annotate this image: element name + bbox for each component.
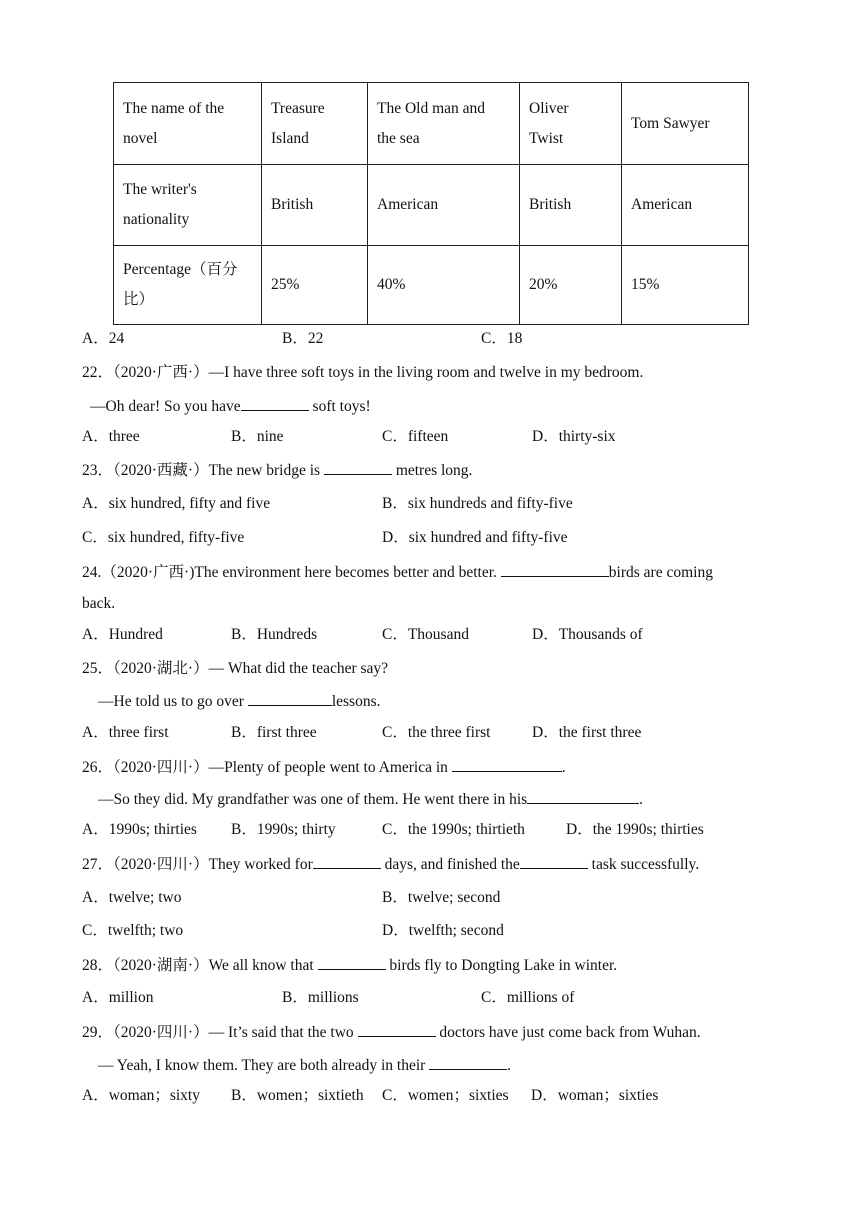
q28-option-b: B．millions xyxy=(282,989,359,1006)
table-cell xyxy=(520,165,622,246)
text-segment: . xyxy=(507,1057,512,1074)
cell-line: British xyxy=(271,196,314,213)
table-cell xyxy=(114,165,262,246)
q25-option-a: A．three first xyxy=(82,724,169,741)
q22-option-a: A．three xyxy=(82,428,140,445)
answer-blank xyxy=(318,955,386,970)
cell-line: 20% xyxy=(529,276,558,293)
q29-option-b: B．women；sixtieth xyxy=(231,1087,364,1104)
q22-line2 xyxy=(90,396,371,417)
q25-option-c: C．the three first xyxy=(382,724,491,741)
table-cell xyxy=(622,165,749,246)
answer-blank xyxy=(248,691,332,706)
q26-option-a: A．1990s; thirties xyxy=(82,821,197,838)
q23-option-a: A．six hundred, fifty and five xyxy=(82,495,271,512)
q27-option-a: A．twelve; two xyxy=(82,889,182,906)
q22-option-d: D．thirty-six xyxy=(532,428,616,445)
cell-line: nationality xyxy=(123,211,190,228)
q24-option-b: B．Hundreds xyxy=(231,626,318,643)
q23-stem xyxy=(82,460,472,481)
text-segment: 28．（2020·湖南·）We all know that xyxy=(82,957,318,974)
table-cell xyxy=(368,165,520,246)
q25-stem: 25．（2020·湖北·）— What did the teacher say? xyxy=(82,660,389,677)
q28-option-a: A．million xyxy=(82,989,154,1006)
q23-option-d: D．six hundred and fifty-five xyxy=(382,529,568,546)
novel-table xyxy=(113,82,749,325)
cell-line: 25% xyxy=(271,276,300,293)
table-cell xyxy=(262,246,368,325)
q26-option-c: C．the 1990s; thirtieth xyxy=(382,821,525,838)
q22-option-c: C．fifteen xyxy=(382,428,449,445)
table-cell xyxy=(622,83,749,165)
cell-line: 15% xyxy=(631,276,660,293)
answer-blank xyxy=(324,460,392,475)
q27-stem xyxy=(82,854,699,875)
q22-option-b: B．nine xyxy=(231,428,284,445)
q29-stem xyxy=(82,1022,701,1043)
table-cell xyxy=(114,83,262,165)
text-segment: —Oh dear! So you have xyxy=(90,398,241,415)
q26-stem xyxy=(82,757,566,778)
cell-line: Island xyxy=(271,129,309,147)
q25-line2 xyxy=(98,691,381,712)
cell-line: Percentage（百分 xyxy=(123,261,238,278)
q21-option-a: A．24 xyxy=(82,330,125,347)
q27-option-c: C．twelfth; two xyxy=(82,922,184,939)
text-segment: soft toys! xyxy=(308,398,371,415)
cell-line: The name of the xyxy=(123,99,225,117)
cell-line: The Old man and xyxy=(377,99,486,117)
answer-blank xyxy=(520,854,588,869)
cell-line: 40% xyxy=(377,276,406,293)
q24-option-c: C．Thousand xyxy=(382,626,469,643)
text-segment: 26．（2020·四川·）—Plenty of people went to America in xyxy=(82,759,452,776)
q26-option-b: B．1990s; thirty xyxy=(231,821,336,838)
cell-line: Twist xyxy=(529,129,564,147)
table-cell xyxy=(520,246,622,325)
text-segment: . xyxy=(639,791,644,808)
q24-stem xyxy=(82,562,713,583)
cell-line: Tom Sawyer xyxy=(631,114,710,132)
table-cell xyxy=(622,246,749,325)
text-segment: 23．（2020·西藏·）The new bridge is xyxy=(82,462,324,479)
answer-blank xyxy=(501,562,609,577)
cell-line: The writer's xyxy=(123,181,197,198)
table-row xyxy=(114,83,749,165)
text-segment: —So they did. My grandfather was one of them. He went there in his xyxy=(98,791,528,808)
q29-option-a: A．woman；sixty xyxy=(82,1087,200,1104)
q22-stem: 22．（2020·广西·）—I have three soft toys in the living room and twelve in my bedroom. xyxy=(82,364,644,381)
text-segment: — Yeah, I know them. They are both already in their xyxy=(98,1057,430,1074)
answer-blank xyxy=(452,757,562,772)
q24-option-a: A．Hundred xyxy=(82,626,163,643)
table-cell xyxy=(368,246,520,325)
q28-stem xyxy=(82,955,617,976)
q23-option-c: C．six hundred, fifty-five xyxy=(82,529,245,546)
cell-line: the sea xyxy=(377,129,420,147)
q26-option-d: D．the 1990s; thirties xyxy=(566,821,704,838)
answer-blank xyxy=(527,789,639,804)
q29-option-d: D．woman；sixties xyxy=(531,1087,659,1104)
table-row xyxy=(114,165,749,246)
cell-line: Oliver xyxy=(529,99,569,117)
q25-option-b: B．first three xyxy=(231,724,317,741)
cell-line: Treasure xyxy=(271,99,325,117)
text-segment: 29．（2020·四川·）— It’s said that the two xyxy=(82,1024,358,1041)
q29-line2 xyxy=(98,1055,511,1076)
text-segment: days, and finished the xyxy=(380,856,520,873)
answer-blank xyxy=(241,396,309,411)
q27-option-b: B．twelve; second xyxy=(382,889,501,906)
q29-option-c: C．women；sixties xyxy=(382,1087,509,1104)
text-segment: task successfully. xyxy=(587,856,700,873)
text-segment: metres long. xyxy=(391,462,473,479)
text-segment: 27．（2020·四川·）They worked for xyxy=(82,856,313,873)
cell-line: American xyxy=(377,196,439,213)
table-cell xyxy=(262,83,368,165)
q24-option-d: D．Thousands of xyxy=(532,626,643,643)
q21-option-c: C．18 xyxy=(481,330,523,347)
q27-option-d: D．twelfth; second xyxy=(382,922,504,939)
q23-option-b: B．six hundreds and fifty-five xyxy=(382,495,573,512)
table-cell xyxy=(114,246,262,325)
cell-line: British xyxy=(529,196,572,213)
q24-line2: back. xyxy=(82,595,116,612)
q21-option-b: B．22 xyxy=(282,330,324,347)
text-segment: 24.（2020·广西·)The environment here becomes better and better. xyxy=(82,564,501,581)
text-segment: . xyxy=(561,759,566,776)
text-segment: lessons. xyxy=(331,693,381,710)
answer-blank xyxy=(429,1055,507,1070)
q28-option-c: C．millions of xyxy=(481,989,575,1006)
table-cell xyxy=(520,83,622,165)
text-segment: birds fly to Dongting Lake in winter. xyxy=(385,957,618,974)
cell-line: novel xyxy=(123,129,158,147)
table-row xyxy=(114,246,749,325)
text-segment: birds are coming xyxy=(608,564,713,581)
text-segment: doctors have just come back from Wuhan. xyxy=(435,1024,701,1041)
q25-option-d: D．the first three xyxy=(532,724,642,741)
cell-line: 比） xyxy=(123,291,155,308)
answer-blank xyxy=(358,1022,436,1037)
cell-line: American xyxy=(631,196,693,213)
answer-blank xyxy=(313,854,381,869)
table-cell xyxy=(368,83,520,165)
q26-line2 xyxy=(98,789,643,810)
table-cell xyxy=(262,165,368,246)
text-segment: —He told us to go over xyxy=(98,693,248,710)
